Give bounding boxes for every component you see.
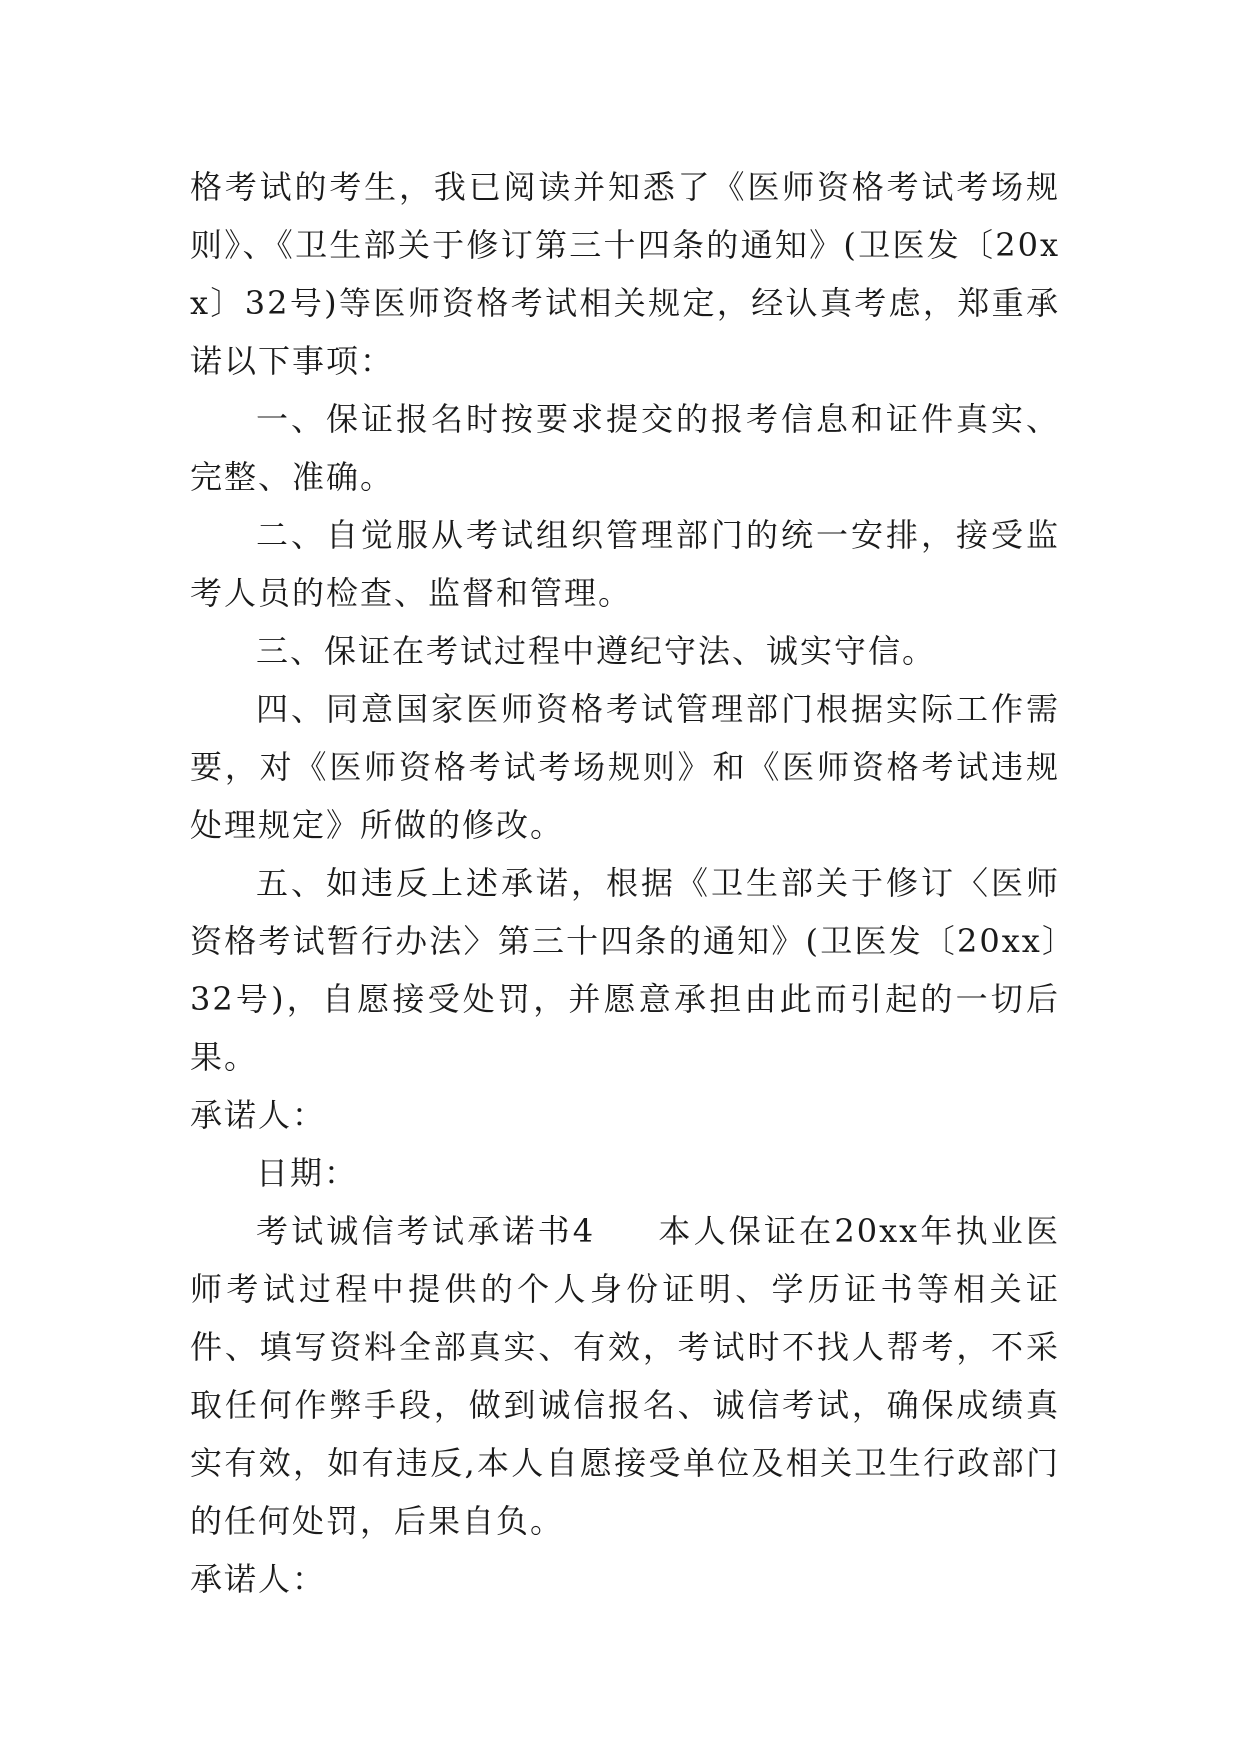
document-body [190, 158, 1060, 1608]
section-4-paragraph [190, 1202, 1060, 1550]
pledge-item-1: 一、保证报名时按要求提交的报考信息和证件真实、完整、准确。 [190, 400, 1060, 496]
pledge-item-5: 五、如违反上述承诺，根据《卫生部关于修订〈医师资格考试暂行办法〉第三十四条的通知》(卫医发〔20xx〕32号)，自愿接受处罚，并愿意承担由此而引起的一切后果。 [190, 864, 1060, 1076]
pledge-item-2: 二、自觉服从考试组织管理部门的统一安排，接受监考人员的检查、监督和管理。 [190, 516, 1060, 612]
section-4-body: 本人保证在20xx年执业医师考试过程中提供的个人身份证明、学历证书等相关证件、填写资料全部真实、有效，考试时不找人帮考，不采取任何作弊手段，做到诚信报名、诚信考试，确保成绩真实有效，如有违反,本人自愿接受单位及相关卫生行政部门的任何处罚，后果自负。 [190, 1212, 1060, 1540]
signer-label: 承诺人： [190, 1096, 327, 1134]
section-4-title: 考试诚信考试承诺书4 [256, 1212, 596, 1250]
date-label: 日期： [256, 1154, 359, 1192]
intro-paragraph: 格考试的考生，我已阅读并知悉了《医师资格考试考场规则》、《卫生部关于修订第三十四条的通知》(卫医发〔20xx〕32号)等医师资格考试相关规定，经认真考虑，郑重承诺以下事项： [190, 168, 1060, 380]
pledge-item-4: 四、同意国家医师资格考试管理部门根据实际工作需要，对《医师资格考试考场规则》和《医师资格考试违规处理规定》所做的修改。 [190, 690, 1060, 844]
signer-label-2: 承诺人： [190, 1560, 327, 1598]
pledge-item-3: 三、保证在考试过程中遵纪守法、诚实守信。 [256, 632, 937, 670]
